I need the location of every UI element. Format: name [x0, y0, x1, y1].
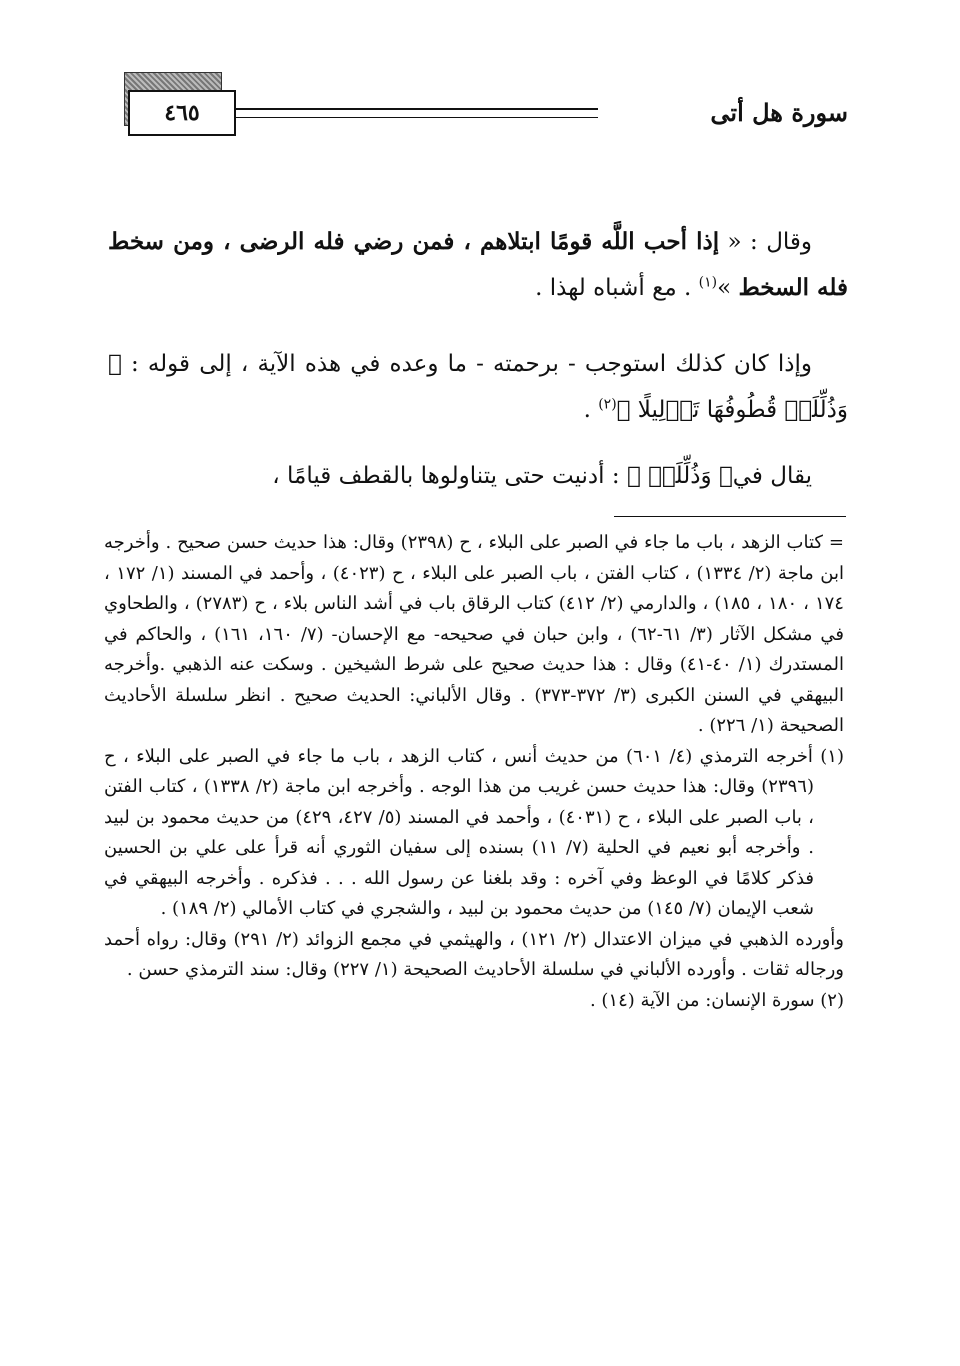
surah-title: سورة هل أتى: [710, 98, 848, 127]
p2-end: .: [583, 397, 591, 423]
p3-text: : أدنيت حتى يتناولوها بالقطف قيامًا ،: [272, 463, 620, 489]
page-number: ٤٦٥: [128, 90, 236, 136]
p1-suffix: . مع أشباه لهذا .: [535, 275, 692, 301]
header-rule: [236, 108, 598, 118]
paragraph-2: [108, 341, 848, 433]
p1-prefix: وقال : «: [727, 229, 813, 255]
footnote-ref-2[interactable]: (٢): [598, 396, 617, 413]
paragraph-1: [108, 219, 848, 311]
footnote-continuation: = كتاب الزهد ، باب ما جاء في الصبر على البلاء ، ح (٢٣٩٨) وقال: هذا حديث حسن صحيح . وأخرجه ابن ماجة (٢/ ١٣٣٤) ، كتاب الفتن ، باب الصبر على البلاء ، ح (٤٠٢٣) ، وأحمد في المسند (١/ ١٧٢ ، ١٧٤ ، ١٨٠ ، ١٨٥) ، والدارمي (٢/ ٤١٢) كتاب الرقاق باب في أشد الناس بلاء ، ح (٢٧٨٣) ، والطحاوي في مشكل الآثار (٣/ ٦١-٦٢) ، وابن حبان في صحيحه- مع الإحسان- (٧/ ١٦٠، ١٦١) ، والحاكم في المستدرك (١/ ٤٠-٤١) وقال : هذا حديث صحيح على شرط الشيخين . وسكت عنه الذهبي .وأخرجه البيهقي في السنن الكبرى (٣/ ٣٧٢-٣٧٣) . وقال الألباني: الحديث صحيح . انظر سلسلة الأحاديث الصحيحة (١/ ٢٢٦) .: [104, 532, 845, 736]
footnote-1-continued: وأورده الذهبي في ميزان الاعتدال (٢/ ١٢١) ، والهيثمي في مجمع الزوائد (٢/ ٢٩١) وقال: رواه أحمد ورجاله ثقات . وأورده الألباني في سلسلة الأحاديث الصحيحة (١/ ٢٢٧) وقال: سند الترمذي حسن .: [104, 928, 844, 980]
p2-text: وإذا كان كذلك استوجب - برحمته - ما وعده في هذه الآية ، إلى قوله :: [130, 351, 812, 377]
quran-verse: ﴿ وَذُلِّلَتۡ قُطُوفُهَا تَذۡلِيلًا ﴾: [108, 351, 848, 423]
p1-close-quote: »: [717, 275, 732, 301]
footnote-2: (٢) سورة الإنسان: من الآية (١٤) .: [589, 989, 844, 1011]
footnote-1: (١) أخرجه الترمذي (٤/ ٦٠١) من حديث أنس ، كتاب الزهد ، باب ما جاء في الصبر على البلاء ، ح (٢٣٩٦) وقال: هذا حديث حسن غريب من هذا الوجه . وأخرجه ابن ماجة (٢/ ١٣٣٨) ، كتاب الفتن ، باب الصبر على البلاء ، ح (٤٠٣١) ، وأحمد في المسند (٥/ ٤٢٧، ٤٢٩) من حديث محمود بن لبيد . وأخرجه أبو نعيم في الحلية (٧/ ١١) بسنده إلى سفيان الثوري أنه قرأ على علي بن الحسين فذكر كلامًا في الوعظ وفي آخره : وقد بلغنا عن رسول الله . . . فذكره . وأخرجه البيهقي في شعب الإيمان (٧/ ١٤٥) من حديث محمود بن لبيد ، والشجري في كتاب الأمالي (٢/ ١٨٩) .: [104, 745, 844, 919]
footnote-separator: [614, 516, 846, 517]
paragraph-3: [108, 453, 848, 499]
p3-prefix: يقال في: [732, 463, 812, 489]
footnote-ref-1[interactable]: (١): [698, 274, 718, 291]
quran-word: ﴿ وَذُلِّلَتۡ ﴾: [626, 463, 733, 489]
hadith-text: إذا أحب اللَّه قومًا ابتلاهم ، فمن رضي فله الرضى ، ومن سخط فله السخط: [108, 228, 848, 301]
footnotes: [104, 528, 844, 1016]
